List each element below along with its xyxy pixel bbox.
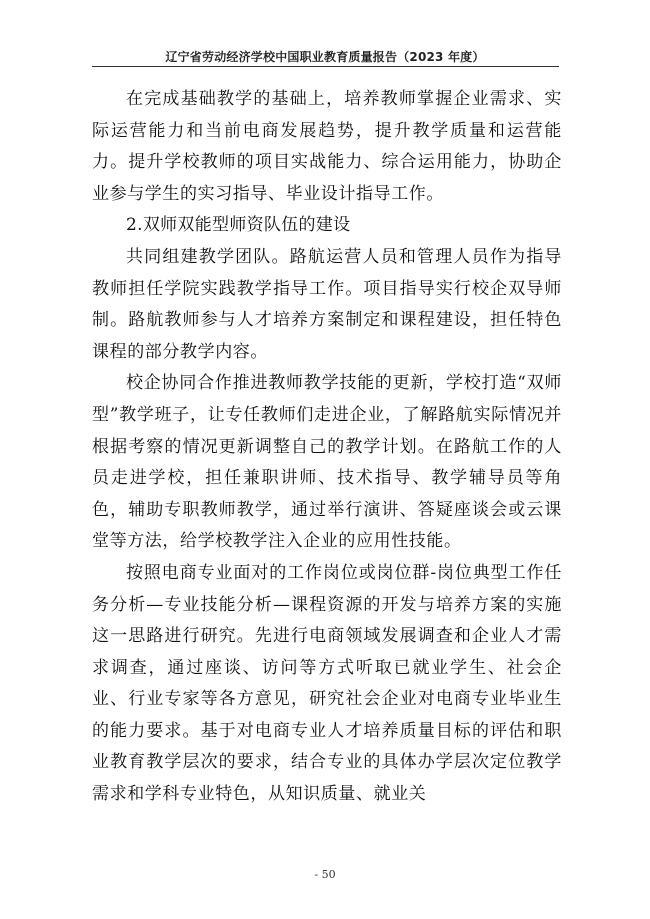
paragraph-teacher-training: 在完成基础教学的基础上，培养教师掌握企业需求、实际运营能力和当前电商发展趋势，提升教学质量和运营能力。提升学校教师的项目实战能力、综合运用能力，协助企业参与学生的实习指导、毕业设计指导工作。 — [92, 89, 562, 204]
paragraph-teaching-team: 共同组建教学团队。路航运营人员和管理人员作为指导教师担任学院实践教学指导工作。项目指导实行校企双导师制。路航教师参与人才培养方案制定和课程建设，担任特色课程的部分教学内容。 — [92, 246, 562, 362]
running-header: 辽宁省劳动经济学校中国职业教育质量报告（2023 年度） — [165, 50, 485, 64]
header-divider — [92, 66, 559, 67]
page-number: - 50 — [314, 868, 336, 881]
paragraph-school-enterprise: 校企协同合作推进教师教学技能的更新，学校打造“双师型”教学班子，让专任教师们走进企业，了解路航实际情况并根据考察的情况更新调整自己的教学计划。在路航工作的人员走进学校，担任兼职讲师、技术指导、教学辅导员等角色，辅助专职教师教学，通过举行演讲、答疑座谈会或云课堂等方法，给学校教学注入企业的应用性技能。 — [92, 373, 562, 552]
paragraph-research-approach: 按照电商专业面对的工作岗位或岗位群-岗位典型工作任务分析—专业技能分析—课程资源的开发与培养方案的实施这一思路进行研究。先进行电商领域发展调查和企业人才需求调查，通过座谈、访问等方式听取已就业学生、社会企业、行业专家等各方意见，研究社会企业对电商专业毕业生的能力要求。基于对电商专业人才培养质量目标的评估和职业教育教学层次的要求，结合专业的具体办学层次定位教学需求和学科专业特色，从知识质量、就业关 — [92, 562, 562, 805]
section-heading-dual-teachers: 2.双师双能型师资队伍的建设 — [126, 215, 351, 236]
page-body — [92, 84, 562, 811]
